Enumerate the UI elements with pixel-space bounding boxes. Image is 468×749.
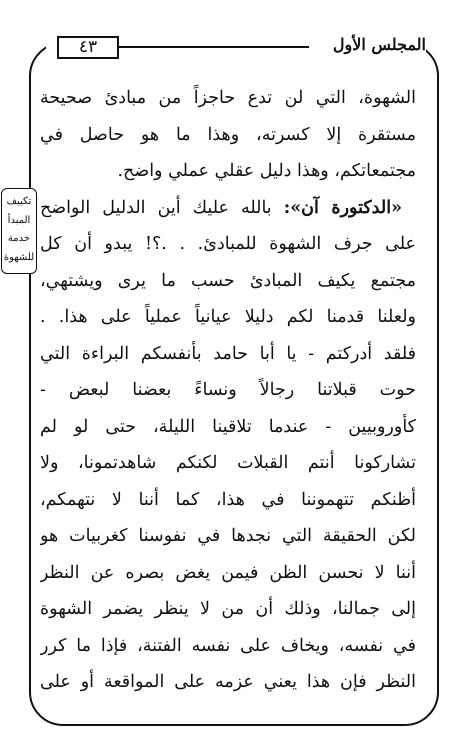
text-line: ولعلنا قدمنا لكم دليلا عيانياً عملياً على هذا. .: [40, 307, 416, 327]
text-line: أظنكم تتهموننا في هذا، كما أننا لا نتهمكم،: [40, 489, 416, 510]
margin-note-line: للشهوة: [3, 251, 35, 263]
text-line: النظر فإن هذا يعني عزمه على المواقعة أو على: [40, 672, 416, 692]
margin-note-line: خدمة: [7, 233, 31, 244]
page-number: ٤٣: [57, 36, 119, 59]
chapter-title: المجلس الأول: [332, 35, 426, 54]
text-line: فلقد أدركتم - يا أبا حامد بأنفسكم البراءة التي: [40, 343, 416, 364]
text-line: إلى جمالنا، وذلك أن من لا ينظر يضمر الشهوة: [40, 599, 416, 619]
text-line: تشاركونا أنتم القبلات لكنكم شاهدتمونا، ولا: [40, 453, 416, 473]
text-line: أننا لا نحسن الظن فيمن يغض بصره عن النظر: [40, 562, 416, 583]
text-line: مجتمعاتكم، وهذا دليل عقلي عملي واضح.: [117, 161, 416, 181]
margin-note-line: تكييف: [6, 196, 32, 207]
header-rule: [119, 46, 309, 48]
margin-note-line: المبدأ: [7, 214, 31, 226]
speaker-label: «الدكتورة آن»:: [283, 197, 403, 218]
body-text: [40, 80, 416, 701]
text-line: كأوروبيين - عندما تلاقينا الليلة، حتى لو لم: [40, 416, 416, 437]
speaker-text: بالله عليك أين الدليل الواضح: [40, 197, 272, 218]
speaker-line: [40, 190, 416, 227]
text-line: الشهوة، التي لن تدع حاجزاً من مبادئ صحيحة: [40, 88, 416, 108]
text-line: مستقرة إلا كسرته، وهذا ما هو حاصل في: [40, 124, 416, 145]
text-line: على جرف الشهوة للمبادئ. . .؟! يبدو أن كل: [40, 234, 416, 254]
text-line: لكن الحقيقة التي نجدها في نفوسنا كغربيات هو: [40, 526, 416, 546]
text-line: حوت قبلاتنا رجالاً ونساءً بعضنا لبعض -: [40, 380, 416, 400]
text-line: مجتمع يكيف المبادئ حسب ما يرى ويشتهي،: [40, 270, 416, 291]
text-line: في نفسه، ويخاف على نفسه الفتنة، فإذا ما كرر: [40, 635, 416, 656]
margin-note: [1, 188, 37, 274]
